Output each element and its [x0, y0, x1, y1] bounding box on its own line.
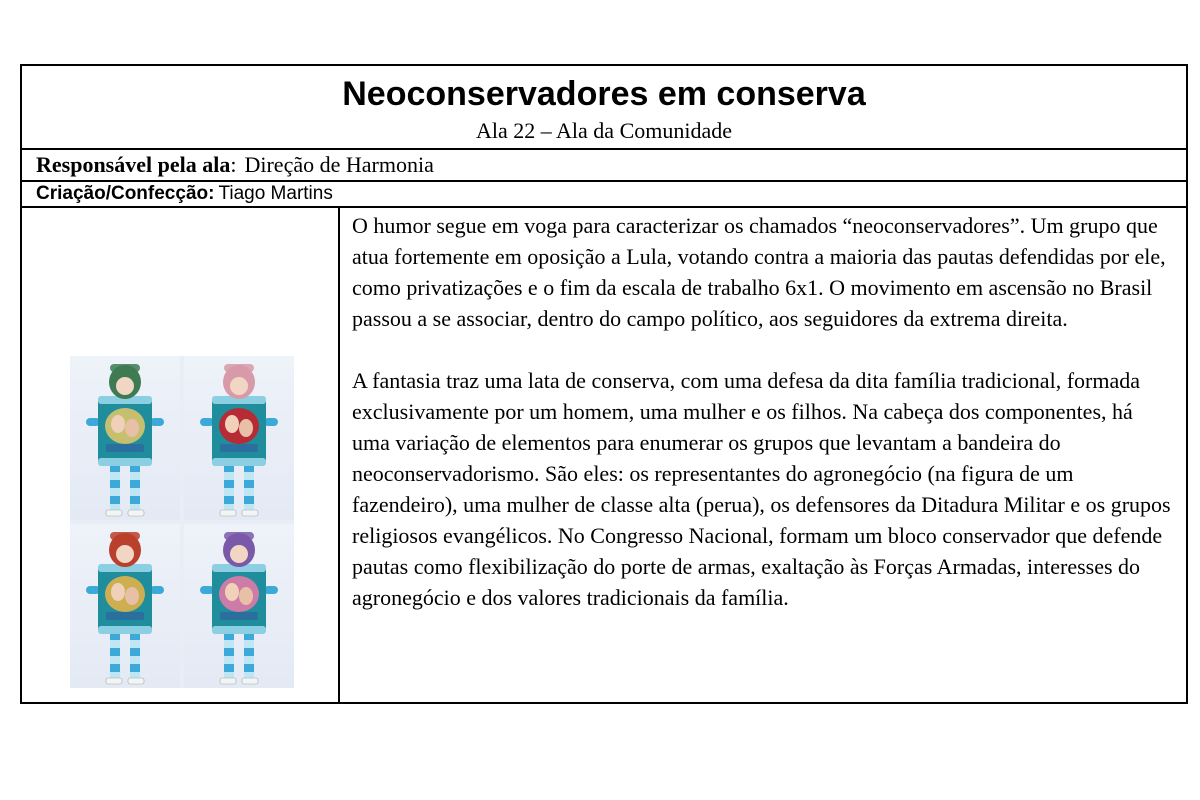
- title-cell: [22, 66, 1186, 150]
- criacao-value: Tiago Martins: [218, 183, 333, 204]
- description-paragraph-1: O humor segue em voga para caracterizar os chamados “neoconservadores”. Um grupo que atua fortemente em oposição a Lula, votando contra a maioria das pautas defendidas por ele, como privatizações e o fim da escala de trabalho 6x1. O movimento em ascensão no Brasil passou a se associar, dentro do campo político, aos seguidores da extrema direita.: [352, 213, 1166, 331]
- page-title: Neoconservadores em conserva: [342, 75, 866, 113]
- description-cell: [340, 208, 1186, 702]
- costume-figure-farmer-drawing: [70, 524, 180, 688]
- costume-figure-bible: [184, 356, 294, 520]
- criacao-row: [22, 182, 1186, 208]
- costume-figure-lady: [184, 524, 294, 688]
- costume-photo-grid: [70, 356, 294, 688]
- costume-figure-farmer: [70, 524, 180, 688]
- responsavel-row: [22, 150, 1186, 182]
- responsavel-label: Responsável pela ala: [36, 152, 231, 177]
- responsavel-separator: :: [230, 152, 237, 177]
- costume-figure-lady-drawing: [184, 524, 294, 688]
- criacao-label: Criação/Confecção:: [36, 183, 215, 204]
- costume-figure-military-drawing: [70, 356, 180, 520]
- responsavel-value: Direção de Harmonia: [244, 152, 434, 177]
- costume-image-cell: [22, 208, 340, 702]
- page-subtitle: Ala 22 – Ala da Comunidade: [475, 118, 732, 143]
- costume-figure-bible-drawing: [184, 356, 294, 520]
- costume-figure-military: [70, 356, 180, 520]
- costume-sheet: [20, 64, 1188, 704]
- description-paragraph-2: A fantasia traz uma lata de conserva, com uma defesa da dita família tradicional, formada exclusivamente por um homem, uma mulher e os filhos. Na cabeça dos componentes, há uma variação de elementos para enumerar os grupos que levantam a bandeira do neoconservadorismo. São eles: os representantes do agronegócio (na figura de um fazendeiro), uma mulher de classe alta (perua), os defensores da Ditadura Militar e os grupos religiosos evangélicos. No Congresso Nacional, formam um bloco conservador que defende pautas como flexibilização do porte de armas, exaltação às Forças Armadas, interesses do agronegócio e dos valores tradicionais da família.: [352, 368, 1171, 610]
